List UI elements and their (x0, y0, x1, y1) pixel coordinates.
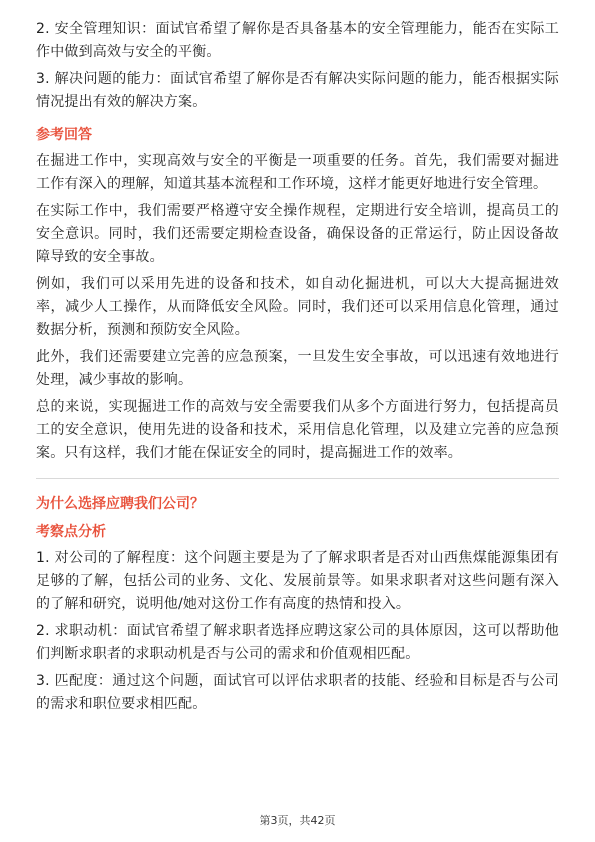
page-number-footer: 第3页，共42页 (259, 814, 336, 827)
analysis-paragraph: 2. 求职动机：面试官希望了解求职者选择应聘这家公司的具体原因，这可以帮助他们判断求职者的求职动机是否与公司的需求和价值观相匹配。 (36, 623, 559, 662)
paragraph-problem-solving: 3. 解决问题的能力：面试官希望了解你是否有解决实际问题的能力，能否根据实际情况提出有效的解决方案。 (36, 71, 559, 110)
question-title: 为什么选择应聘我们公司？ (36, 496, 204, 512)
answer-paragraph: 例如，我们可以采用先进的设备和技术，如自动化掘进机，可以大大提高掘进效率，减少人工操作，从而降低安全风险。同时，我们还可以采用信息化管理，通过数据分析，预测和预防安全风险。 (36, 276, 559, 338)
analysis-heading: 考察点分析 (36, 524, 106, 540)
analysis-paragraph: 1. 对公司的了解程度：这个问题主要是为了了解求职者是否对山西焦煤能源集团有足够的了解，包括公司的业务、文化、发展前景等。如果求职者对这些问题有深入的了解和研究，说明他/她对这份工作有高度的热情和投入。 (36, 550, 559, 612)
analysis-paragraph: 3. 匹配度：通过这个问题，面试官可以评估求职者的技能、经验和目标是否与公司的需求和职位要求相匹配。 (36, 673, 559, 712)
answer-paragraph: 总的来说，实现掘进工作的高效与安全需要我们从多个方面进行努力，包括提高员工的安全意识，使用先进的设备和技术，采用信息化管理，以及建立完善的应急预案。只有这样，我们才能在保证安全的同时，提高掘进工作的效率。 (36, 399, 559, 461)
answer-paragraph: 此外，我们还需要建立完善的应急预案，一旦发生安全事故，可以迅速有效地进行处理，减少事故的影响。 (36, 349, 559, 388)
page-content (36, 18, 559, 720)
reference-answer-heading: 参考回答 (36, 127, 92, 143)
paragraph-safety-knowledge: 2. 安全管理知识：面试官希望了解你是否具备基本的安全管理能力，能否在实际工作中做到高效与安全的平衡。 (36, 21, 559, 60)
answer-paragraph: 在实际工作中，我们需要严格遵守安全操作规程，定期进行安全培训，提高员工的安全意识。同时，我们还需要定期检查设备，确保设备的正常运行，防止因设备故障导致的安全事故。 (36, 203, 559, 265)
answer-paragraph: 在掘进工作中，实现高效与安全的平衡是一项重要的任务。首先，我们需要对掘进工作有深入的理解，知道其基本流程和工作环境，这样才能更好地进行安全管理。 (36, 153, 559, 192)
section-divider (36, 478, 559, 479)
